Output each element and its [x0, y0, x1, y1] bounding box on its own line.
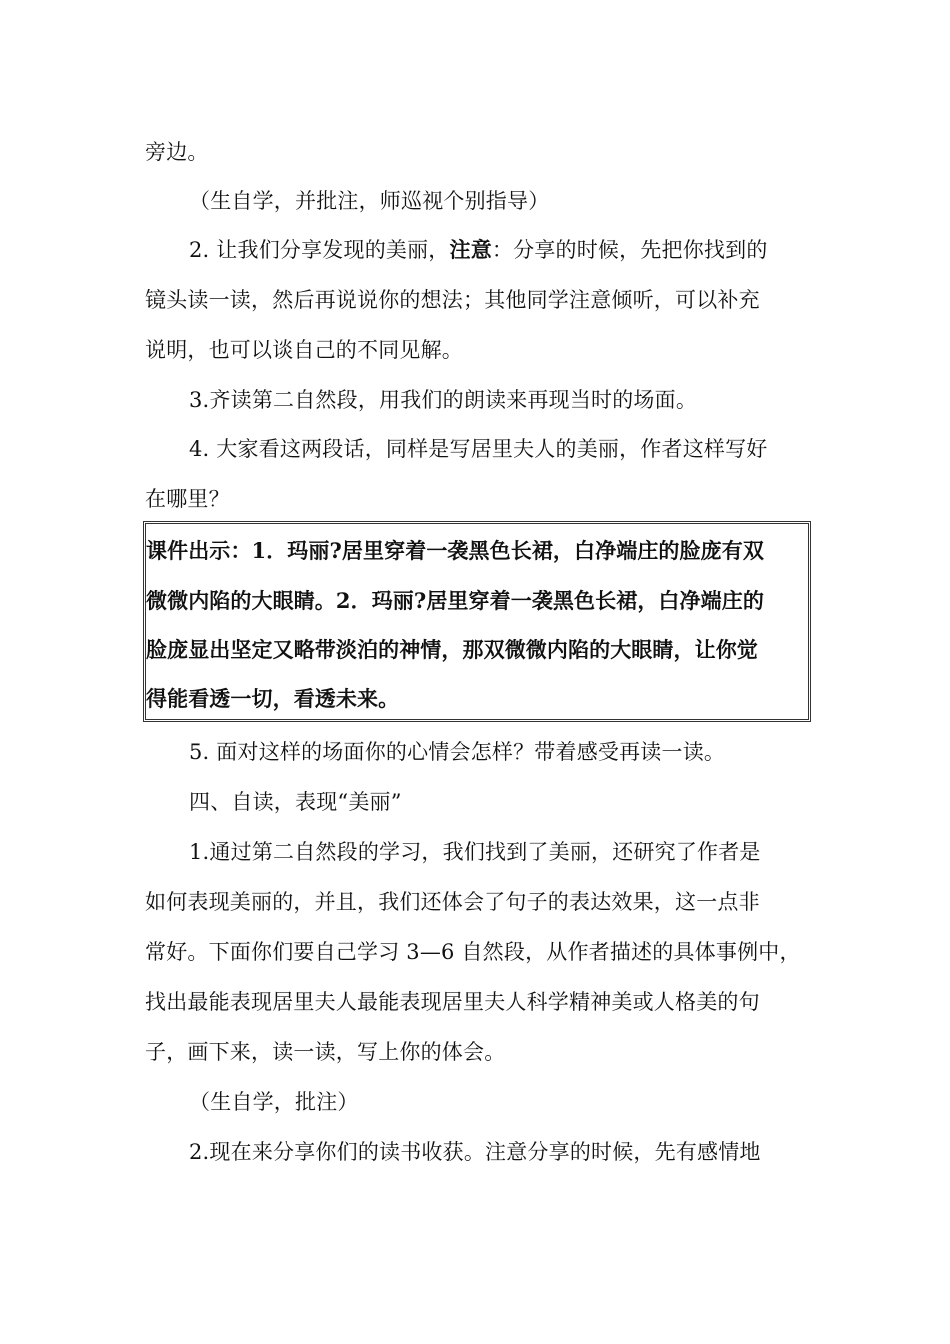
- section-heading: 四、自读，表现“美丽”: [189, 790, 402, 814]
- paragraph-line: 如何表现美丽的，并且，我们还体会了句子的表达效果，这一点非: [145, 890, 760, 914]
- paragraph-line: 2.现在来分享你们的读书收获。注意分享的时候，先有感情地: [189, 1140, 761, 1164]
- paragraph-line: 旁边。: [145, 140, 209, 164]
- text-run: 2. 让我们分享发现的美丽，: [189, 238, 450, 262]
- paragraph-line: 子，画下来，读一读，写上你的体会。: [145, 1040, 506, 1064]
- paragraph-line: 1.通过第二自然段的学习，我们找到了美丽，还研究了作者是: [189, 840, 761, 864]
- paragraph-line: 4. 大家看这两段话，同样是写居里夫人的美丽，作者这样写好: [189, 437, 768, 461]
- paragraph-line: 镜头读一读，然后再说说你的想法；其他同学注意倾听，可以补充: [145, 288, 760, 312]
- courseware-line: 课件出示：1．玛丽?居里穿着一袭黑色长裙，白净端庄的脸庞有双: [146, 538, 764, 563]
- paragraph-line: （生自学，并批注，师巡视个别指导）: [189, 189, 550, 213]
- paragraph-line: 3.齐读第二自然段，用我们的朗读来再现当时的场面。: [189, 388, 698, 412]
- paragraph-line: 在哪里？: [145, 487, 230, 511]
- paragraph-line: [189, 236, 859, 264]
- emphasis-text: 注意: [449, 237, 492, 262]
- paragraph-line: 找出最能表现居里夫人最能表现居里夫人科学精神美或人格美的句: [145, 990, 760, 1014]
- courseware-line: 得能看透一切，看透未来。: [146, 686, 400, 711]
- paragraph-line: （生自学，批注）: [189, 1090, 359, 1114]
- paragraph-line: 5. 面对这样的场面你的心情会怎样？带着感受再读一读。: [189, 740, 726, 764]
- courseware-line: 微微内陷的大眼睛。2．玛丽?居里穿着一袭黑色长裙，白净端庄的: [146, 588, 764, 613]
- courseware-line: 脸庞显出坚定又略带淡泊的神情，那双微微内陷的大眼睛，让你觉: [146, 637, 758, 662]
- text-run: ：分享的时候，先把你找到的: [491, 238, 768, 262]
- paragraph-line: 常好。下面你们要自己学习 3—6 自然段，从作者描述的具体事例中，: [145, 940, 801, 964]
- paragraph-line: 说明，也可以谈自己的不同见解。: [145, 338, 463, 362]
